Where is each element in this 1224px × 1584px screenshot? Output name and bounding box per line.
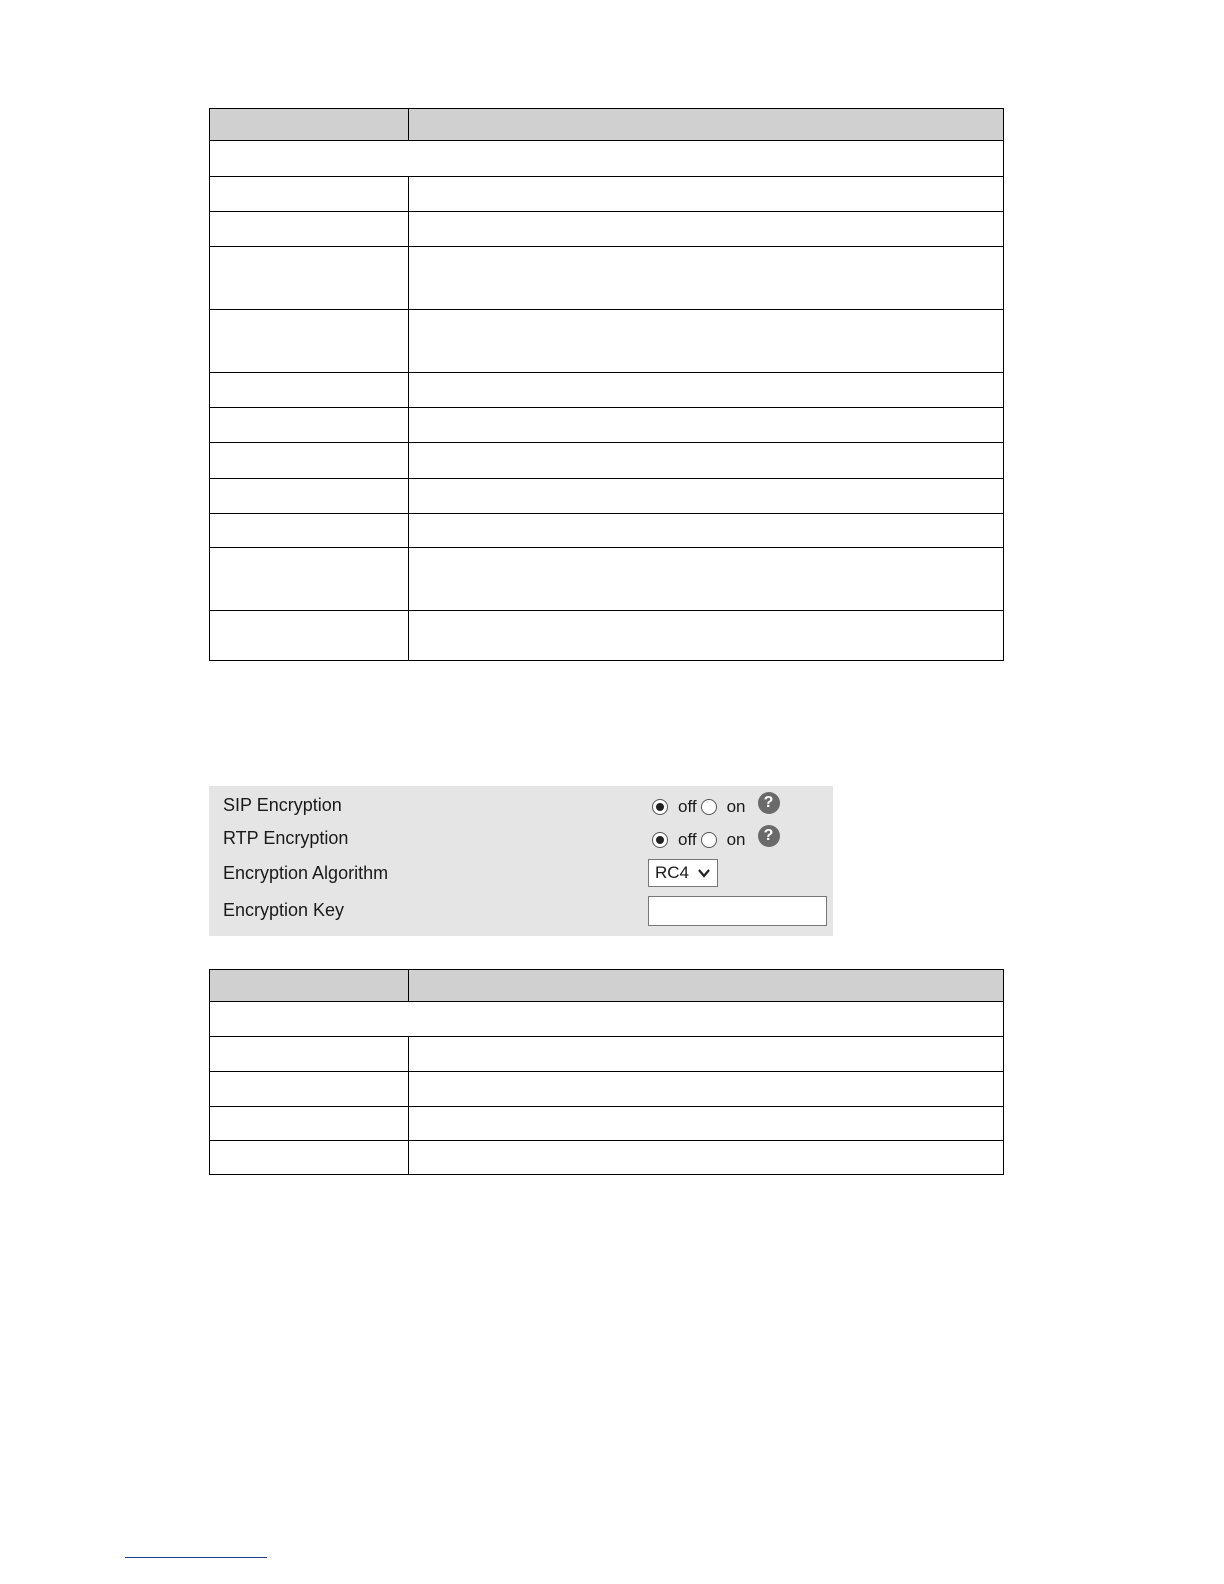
table-row — [210, 177, 1004, 212]
table-row — [210, 514, 1004, 548]
rtp-encryption-on-radio[interactable] — [701, 832, 717, 848]
rtp-encryption-on-label: on — [726, 830, 746, 849]
encryption-algorithm-row — [209, 859, 833, 889]
table-cell — [409, 1037, 1004, 1072]
help-circle-icon[interactable]: ? — [758, 825, 780, 847]
table-cell — [210, 1072, 409, 1107]
encryption-algorithm-label: Encryption Algorithm — [223, 863, 389, 883]
sip-encryption-off-label: off — [678, 797, 697, 816]
rtp-encryption-off-radio[interactable] — [652, 832, 668, 848]
encryption-key-row — [209, 896, 833, 926]
table-cell — [210, 212, 409, 247]
table-cell — [210, 177, 409, 212]
table-cell — [210, 514, 409, 548]
table-row — [210, 548, 1004, 611]
table-row — [210, 212, 1004, 247]
table-cell — [409, 479, 1004, 514]
table-header-cell — [409, 109, 1004, 141]
table-cell — [409, 548, 1004, 611]
table-row — [210, 247, 1004, 310]
sip-encryption-label: SIP Encryption — [223, 795, 342, 815]
table-cell — [409, 247, 1004, 310]
table-cell — [210, 408, 409, 443]
encryption-key-label: Encryption Key — [223, 900, 345, 920]
table-row — [210, 373, 1004, 408]
table-header-cell — [409, 970, 1004, 1002]
table-row — [210, 1107, 1004, 1141]
chevron-down-icon — [697, 866, 711, 880]
table-row — [210, 1141, 1004, 1175]
table-row — [210, 479, 1004, 514]
encryption-algorithm-select[interactable] — [648, 859, 718, 887]
table-section-row — [210, 141, 1004, 177]
table-header-row — [210, 970, 1004, 1002]
table-row — [210, 408, 1004, 443]
table-row — [210, 310, 1004, 373]
sip-encryption-on-label: on — [726, 797, 746, 816]
table-cell — [210, 443, 409, 479]
table-row — [210, 1037, 1004, 1072]
sip-encryption-row — [209, 791, 833, 821]
footnote-separator — [125, 1557, 267, 1558]
table-cell — [210, 1107, 409, 1141]
table-header-row — [210, 109, 1004, 141]
table-cell — [210, 373, 409, 408]
table-cell — [409, 1107, 1004, 1141]
encryption-settings-panel — [209, 786, 833, 936]
sip-encryption-on-radio[interactable] — [701, 799, 717, 815]
rtp-encryption-radio-group — [652, 829, 780, 851]
table-cell — [210, 310, 409, 373]
table-header-cell — [210, 970, 409, 1002]
table-section-cell — [210, 1002, 1004, 1037]
table-cell — [210, 479, 409, 514]
table-cell — [409, 177, 1004, 212]
table-row — [210, 443, 1004, 479]
table-section-row — [210, 1002, 1004, 1037]
table-section-cell — [210, 141, 1004, 177]
table-cell — [210, 1037, 409, 1072]
table-cell — [409, 212, 1004, 247]
rtp-encryption-off-label: off — [678, 830, 697, 849]
table-row — [210, 1072, 1004, 1107]
table-cell — [409, 611, 1004, 661]
table-cell — [409, 373, 1004, 408]
rtp-encryption-row — [209, 824, 833, 854]
parameter-table-bottom — [209, 969, 1004, 1175]
table-cell — [210, 1141, 409, 1175]
rtp-encryption-label: RTP Encryption — [223, 828, 349, 848]
parameter-table-top — [209, 108, 1004, 661]
sip-encryption-radio-group — [652, 796, 780, 818]
table-cell — [409, 1141, 1004, 1175]
table-cell — [409, 514, 1004, 548]
table-cell — [210, 548, 409, 611]
table-cell — [409, 1072, 1004, 1107]
encryption-key-input[interactable] — [648, 896, 827, 926]
table-cell — [210, 247, 409, 310]
help-circle-icon[interactable]: ? — [758, 792, 780, 814]
table-header-cell — [210, 109, 409, 141]
table-row — [210, 611, 1004, 661]
sip-encryption-off-radio[interactable] — [652, 799, 668, 815]
table-cell — [409, 443, 1004, 479]
table-cell — [210, 611, 409, 661]
table-cell — [409, 310, 1004, 373]
encryption-algorithm-value: RC4 — [655, 863, 690, 882]
table-cell — [409, 408, 1004, 443]
